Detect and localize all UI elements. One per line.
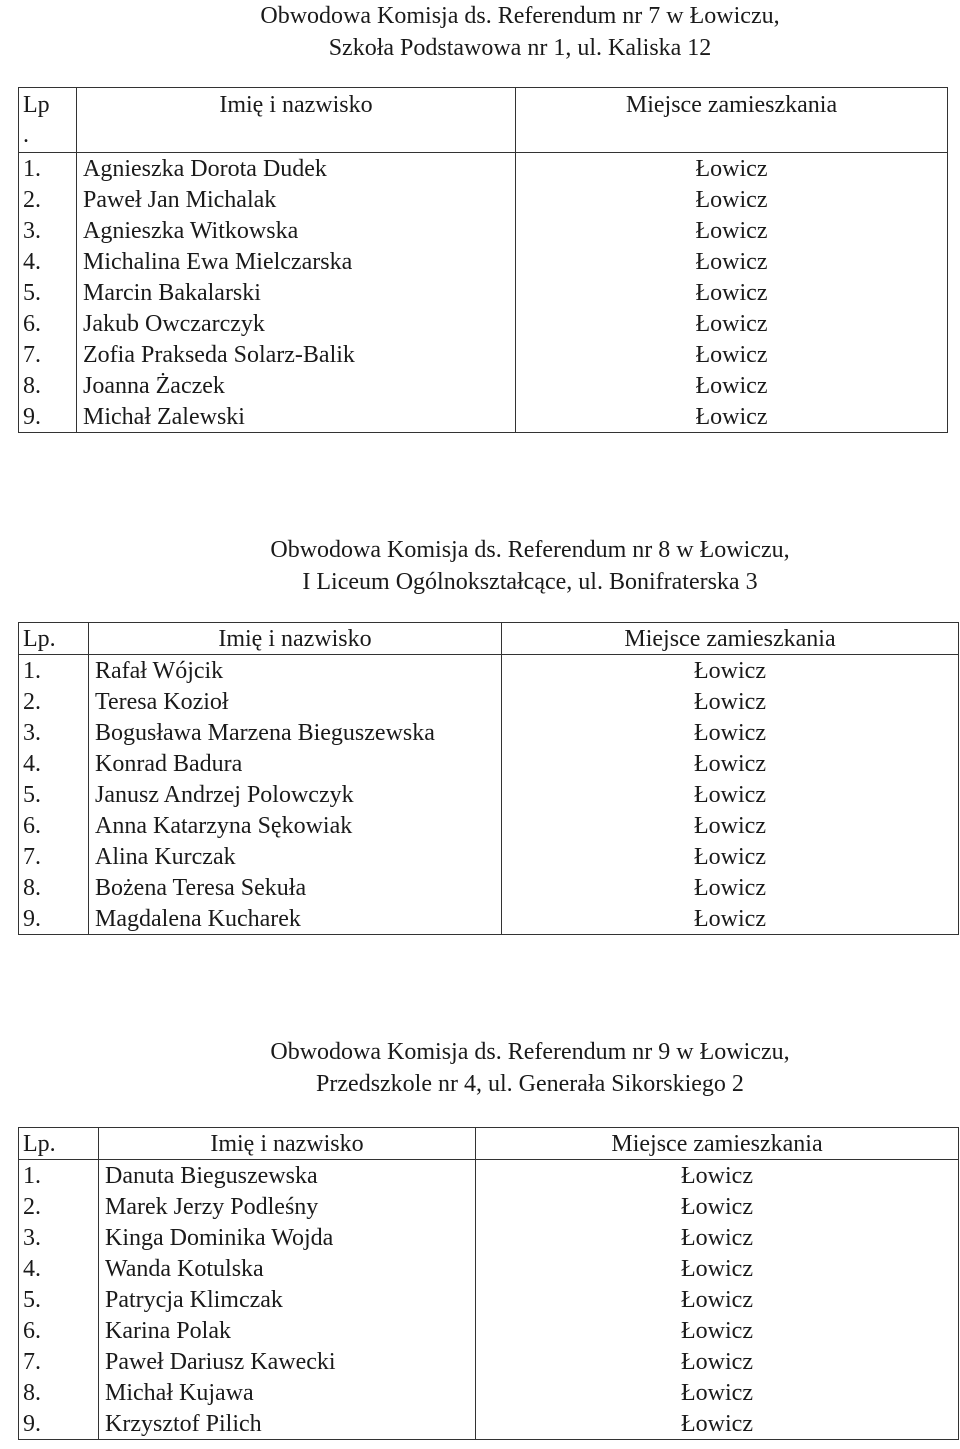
heading-line-2: I Liceum Ogólnokształcące, ul. Bonifraterska 3 <box>302 569 758 595</box>
table-row <box>19 748 959 779</box>
table-row <box>19 308 948 339</box>
member-name: Michał Kujawa <box>99 1377 476 1408</box>
member-residence: Łowicz <box>476 1346 959 1377</box>
column-header-place: Miejsce zamieszkania <box>516 88 948 153</box>
row-number: 1. <box>19 1160 99 1192</box>
row-number: 9. <box>19 1408 99 1440</box>
member-residence: Łowicz <box>476 1160 959 1192</box>
table-row <box>19 370 948 401</box>
table-row <box>19 810 959 841</box>
member-residence: Łowicz <box>516 246 948 277</box>
row-number: 5. <box>19 277 77 308</box>
row-number: 6. <box>19 308 77 339</box>
row-number: 9. <box>19 401 77 433</box>
member-residence: Łowicz <box>516 215 948 246</box>
member-name: Paweł Dariusz Kawecki <box>99 1346 476 1377</box>
row-number: 8. <box>19 872 89 903</box>
col-lp-line-1: Lp <box>23 92 50 118</box>
member-name: Alina Kurczak <box>89 841 502 872</box>
table-row <box>19 872 959 903</box>
member-residence: Łowicz <box>476 1253 959 1284</box>
row-number: 4. <box>19 246 77 277</box>
member-name: Paweł Jan Michalak <box>77 184 516 215</box>
table-row <box>19 246 948 277</box>
row-number: 3. <box>19 215 77 246</box>
table-row <box>19 841 959 872</box>
table-row <box>19 215 948 246</box>
row-number: 1. <box>19 153 77 185</box>
members-table <box>18 1127 959 1440</box>
member-name: Zofia Prakseda Solarz-Balik <box>77 339 516 370</box>
member-residence: Łowicz <box>476 1222 959 1253</box>
table-row <box>19 1346 959 1377</box>
member-residence: Łowicz <box>516 184 948 215</box>
member-name: Marcin Bakalarski <box>77 277 516 308</box>
member-name: Magdalena Kucharek <box>89 903 502 935</box>
column-header-lp: Lp. <box>19 623 89 655</box>
heading-line-1: Obwodowa Komisja ds. Referendum nr 7 w Łowiczu, <box>260 3 780 29</box>
member-residence: Łowicz <box>502 872 959 903</box>
member-residence: Łowicz <box>502 810 959 841</box>
table-row <box>19 339 948 370</box>
heading-line-1: Obwodowa Komisja ds. Referendum nr 9 w Łowiczu, <box>270 1039 790 1065</box>
member-residence: Łowicz <box>516 277 948 308</box>
column-header-lp: Lp. <box>19 1128 99 1160</box>
row-number: 2. <box>19 184 77 215</box>
member-residence: Łowicz <box>502 841 959 872</box>
member-residence: Łowicz <box>476 1191 959 1222</box>
column-header-name: Imię i nazwisko <box>77 88 516 153</box>
member-name: Michał Zalewski <box>77 401 516 433</box>
member-residence: Łowicz <box>502 903 959 935</box>
member-name: Karina Polak <box>99 1315 476 1346</box>
member-residence: Łowicz <box>476 1408 959 1440</box>
table-row <box>19 655 959 687</box>
table-row <box>19 153 948 185</box>
table-row <box>19 1377 959 1408</box>
table-row <box>19 1315 959 1346</box>
section-heading <box>70 0 960 64</box>
member-residence: Łowicz <box>502 655 959 687</box>
member-name: Kinga Dominika Wojda <box>99 1222 476 1253</box>
table-row <box>19 1160 959 1192</box>
column-header-name: Imię i nazwisko <box>99 1128 476 1160</box>
heading-line-1: Obwodowa Komisja ds. Referendum nr 8 w Łowiczu, <box>270 537 790 563</box>
member-residence: Łowicz <box>516 401 948 433</box>
member-name: Agnieszka Dorota Dudek <box>77 153 516 185</box>
member-residence: Łowicz <box>502 686 959 717</box>
table-row <box>19 184 948 215</box>
table-row <box>19 401 948 433</box>
member-name: Wanda Kotulska <box>99 1253 476 1284</box>
row-number: 7. <box>19 1346 99 1377</box>
member-residence: Łowicz <box>476 1315 959 1346</box>
table-row <box>19 717 959 748</box>
members-table <box>18 87 948 433</box>
row-number: 8. <box>19 370 77 401</box>
column-header-place: Miejsce zamieszkania <box>502 623 959 655</box>
row-number: 4. <box>19 748 89 779</box>
section-heading <box>125 1036 935 1100</box>
member-name: Anna Katarzyna Sękowiak <box>89 810 502 841</box>
table-row <box>19 903 959 935</box>
table-row <box>19 277 948 308</box>
table-row <box>19 686 959 717</box>
table-header-row <box>19 623 959 655</box>
member-name: Bożena Teresa Sekuła <box>89 872 502 903</box>
member-residence: Łowicz <box>502 717 959 748</box>
row-number: 3. <box>19 717 89 748</box>
table-row <box>19 1191 959 1222</box>
section-heading <box>125 534 935 598</box>
row-number: 6. <box>19 810 89 841</box>
col-lp-line-2: . <box>23 122 29 148</box>
row-number: 5. <box>19 1284 99 1315</box>
table-header-row <box>19 88 948 153</box>
table-row <box>19 1222 959 1253</box>
column-header-name: Imię i nazwisko <box>89 623 502 655</box>
table-header-row <box>19 1128 959 1160</box>
member-residence: Łowicz <box>502 748 959 779</box>
member-name: Teresa Kozioł <box>89 686 502 717</box>
row-number: 5. <box>19 779 89 810</box>
row-number: 2. <box>19 1191 99 1222</box>
member-name: Danuta Bieguszewska <box>99 1160 476 1192</box>
row-number: 7. <box>19 841 89 872</box>
member-residence: Łowicz <box>476 1284 959 1315</box>
row-number: 9. <box>19 903 89 935</box>
member-residence: Łowicz <box>516 308 948 339</box>
members-table <box>18 622 959 935</box>
heading-line-2: Szkoła Podstawowa nr 1, ul. Kaliska 12 <box>328 35 712 61</box>
member-residence: Łowicz <box>516 339 948 370</box>
member-name: Konrad Badura <box>89 748 502 779</box>
member-name: Bogusława Marzena Bieguszewska <box>89 717 502 748</box>
row-number: 7. <box>19 339 77 370</box>
member-residence: Łowicz <box>502 779 959 810</box>
member-name: Michalina Ewa Mielczarska <box>77 246 516 277</box>
heading-line-2: Przedszkole nr 4, ul. Generała Sikorskiego 2 <box>316 1071 744 1097</box>
member-name: Joanna Żaczek <box>77 370 516 401</box>
table-row <box>19 1284 959 1315</box>
row-number: 4. <box>19 1253 99 1284</box>
column-header-place: Miejsce zamieszkania <box>476 1128 959 1160</box>
row-number: 8. <box>19 1377 99 1408</box>
table-row <box>19 1408 959 1440</box>
member-name: Patrycja Klimczak <box>99 1284 476 1315</box>
row-number: 6. <box>19 1315 99 1346</box>
member-name: Krzysztof Pilich <box>99 1408 476 1440</box>
member-residence: Łowicz <box>476 1377 959 1408</box>
row-number: 3. <box>19 1222 99 1253</box>
row-number: 1. <box>19 655 89 687</box>
row-number: 2. <box>19 686 89 717</box>
column-header-lp <box>19 88 77 153</box>
member-name: Rafał Wójcik <box>89 655 502 687</box>
member-name: Jakub Owczarczyk <box>77 308 516 339</box>
member-name: Agnieszka Witkowska <box>77 215 516 246</box>
table-row <box>19 779 959 810</box>
table-row <box>19 1253 959 1284</box>
member-name: Marek Jerzy Podleśny <box>99 1191 476 1222</box>
member-residence: Łowicz <box>516 370 948 401</box>
member-name: Janusz Andrzej Polowczyk <box>89 779 502 810</box>
member-residence: Łowicz <box>516 153 948 185</box>
